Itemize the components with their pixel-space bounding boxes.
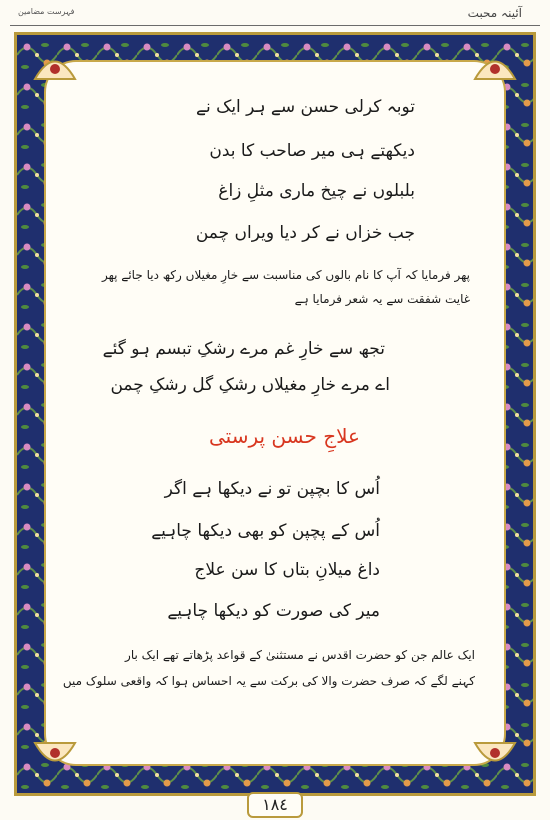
corner-ornament-bottom-right bbox=[470, 738, 520, 778]
running-head-right: آئینہ محبت bbox=[467, 6, 522, 20]
prose-line: غایت شفقت سے یہ شعر فرمایا ہے bbox=[294, 292, 470, 306]
verse-line: اُس کا بچپن تو نے دیکھا ہے اگر bbox=[164, 479, 380, 499]
verse-line: بلبلوں نے چیخ ماری مثلِ زاغ bbox=[218, 181, 415, 201]
verse-line: جب خزاں نے کر دیا ویراں چمن bbox=[195, 223, 415, 243]
verse-line: داغ میلانِ بتاں کا سن علاج bbox=[194, 560, 380, 580]
page-number: ١٨٤ bbox=[247, 792, 303, 818]
running-head-left: فہرست مضامین bbox=[18, 7, 75, 16]
corner-ornament-bottom-left bbox=[30, 738, 80, 778]
prose-line: کہنے لگے کہ صرف حضرت والا کی برکت سے یہ احساس ہوا کہ واقعی سلوک میں bbox=[62, 674, 475, 688]
corner-ornament-top-right bbox=[470, 44, 520, 84]
verse-line: اے مرے خارِ مغیلاں رشکِ گل رشکِ چمن bbox=[110, 375, 390, 395]
verse-line: اُس کے پچپن کو بھی دیکھا چاہیے bbox=[151, 521, 380, 541]
verse-line: تجھ سے خارِ غم مرے رشکِ تبسم ہو گئے bbox=[102, 339, 385, 359]
corner-ornament-top-left bbox=[30, 44, 80, 84]
prose-line: پھر فرمایا کہ آپ کا نام بالوں کی مناسبت سے خارِ مغیلاں رکھ دیا جائے پھر bbox=[102, 268, 470, 282]
verse-line: دیکھتے ہی میر صاحب کا بدن bbox=[209, 141, 415, 161]
verse-line: میر کی صورت کو دیکھا چاہیے bbox=[167, 601, 380, 621]
section-heading: علاجِ حسن پرستی bbox=[209, 424, 360, 448]
prose-line: ایک عالم جن کو حضرت اقدس نے مستثنیٰ کے قواعد پڑھاتے تھے ایک بار bbox=[125, 648, 475, 662]
verse-line: توبہ کرلی حسن سے ہر ایک نے bbox=[196, 97, 415, 117]
header-rule bbox=[10, 25, 540, 26]
running-header bbox=[0, 0, 550, 30]
